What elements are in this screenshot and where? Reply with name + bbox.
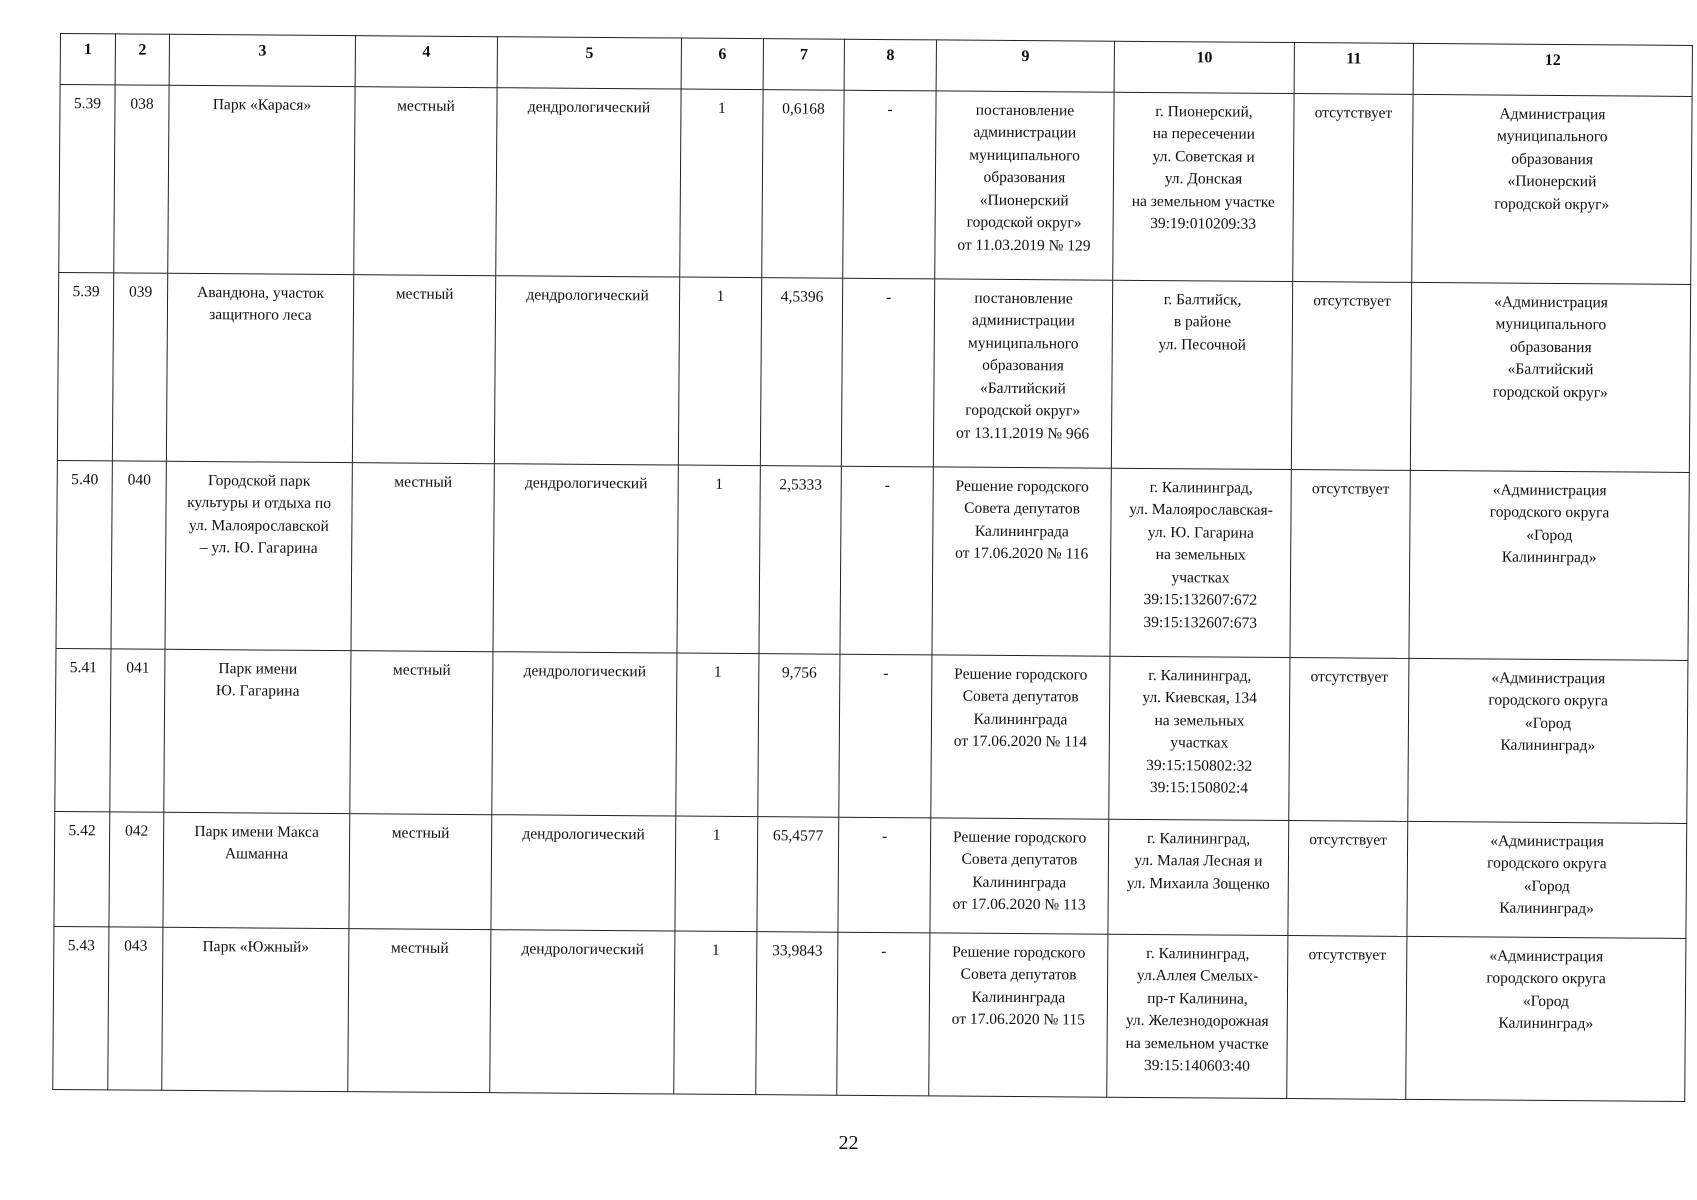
cell-significance: местный [352, 275, 495, 464]
column-header-8: 8 [844, 39, 936, 91]
table-row [57, 272, 1690, 472]
registry-table [52, 33, 1693, 1102]
cell-col8: - [840, 466, 933, 655]
cell-document: Решение городского Совета депутатов Калининграда от 17.06.2020 № 115 [929, 933, 1108, 1097]
column-header-7: 7 [763, 39, 844, 91]
column-header-4: 4 [355, 36, 497, 88]
table-row [54, 811, 1687, 938]
cell-profile: дендрологический [496, 88, 681, 277]
cell-profile: дендрологический [494, 276, 679, 465]
cell-area: 2,5333 [759, 466, 841, 655]
cell-document: Решение городского Совета депутатов Калининграда от 17.06.2020 № 116 [932, 467, 1111, 656]
column-header-2: 2 [115, 34, 169, 85]
cell-area: 0,6168 [762, 90, 844, 279]
cell-name: Авандюна, участок защитного леса [166, 273, 353, 462]
cell-significance: местный [348, 929, 491, 1093]
cell-document: постановление администрации муниципального образования «Балтийский городской округ» от 13.11.2019 № 966 [933, 279, 1112, 468]
registry-sheet [52, 33, 1692, 1102]
cell-area: 4,5396 [760, 278, 842, 467]
cell-col6: 1 [677, 465, 760, 654]
cell-col8: - [841, 278, 934, 467]
cell-significance: местный [349, 814, 492, 930]
cell-col11: отсутствует [1290, 470, 1410, 659]
cell-authority: «Администрация городского округа «Город Калининград» [1409, 470, 1689, 660]
cell-col8: - [838, 817, 931, 933]
cell-profile: дендрологический [493, 464, 678, 653]
cell-area: 9,756 [758, 654, 840, 818]
cell-authority: «Администрация городского округа «Город Калининград» [1407, 821, 1687, 938]
cell-item-number: 5.43 [53, 926, 109, 1089]
cell-location: г. Калининград, ул. Малая Лесная и ул. Михаила Зощенко [1108, 819, 1289, 935]
cell-authority: «Администрация городского округа «Город Калининград» [1406, 936, 1686, 1101]
column-header-11: 11 [1294, 43, 1413, 95]
cell-significance: местный [354, 87, 497, 276]
cell-document: постановление администрации муниципального образования «Пионерский городской округ» от 11.03.2019 № 129 [935, 91, 1114, 280]
cell-location: г. Калининград, ул. Малоярославская- ул. Ю. Гагарина на земельных участках 39:15:132607:672 39:15:132607:673 [1110, 468, 1291, 657]
cell-code: 040 [111, 461, 166, 649]
cell-col11: отсутствует [1288, 821, 1408, 937]
cell-location: г. Калининград, ул.Аллея Смелых- пр-т Калинина, ул. Железнодорожная на земельном участке 39:15:140603:40 [1107, 934, 1288, 1098]
cell-item-number: 5.40 [56, 460, 112, 648]
cell-code: 038 [114, 85, 169, 273]
cell-name: Парк «Южный» [162, 927, 349, 1091]
cell-location: г. Калининград, ул. Киевская, 134 на земельных участках 39:15:150802:32 39:15:150802:4 [1109, 656, 1290, 820]
cell-code: 043 [108, 927, 163, 1090]
column-header-5: 5 [497, 37, 681, 89]
column-header-1: 1 [60, 34, 115, 85]
cell-significance: местный [350, 651, 493, 815]
cell-name: Парк имени Макса Ашманна [163, 812, 350, 928]
cell-area: 65,4577 [757, 817, 839, 933]
cell-item-number: 5.41 [55, 648, 111, 811]
cell-col8: - [837, 932, 930, 1096]
cell-col11: отсутствует [1293, 94, 1413, 283]
column-header-6: 6 [681, 38, 763, 90]
cell-col6: 1 [674, 931, 757, 1095]
table-row [56, 460, 1689, 660]
page-number: 22 [838, 1132, 859, 1154]
cell-significance: местный [351, 463, 494, 652]
cell-profile: дендрологический [490, 930, 675, 1094]
cell-document: Решение городского Совета депутатов Калининграда от 17.06.2020 № 113 [930, 818, 1109, 934]
column-header-10: 10 [1114, 41, 1294, 93]
cell-col6: 1 [680, 89, 763, 278]
cell-authority: «Администрация муниципального образования «Балтийский городской округ» [1410, 282, 1690, 472]
cell-col11: отсутствует [1291, 282, 1411, 471]
cell-col8: - [839, 654, 932, 818]
cell-authority: Администрация муниципального образования «Пионерский городской округ» [1412, 94, 1692, 284]
column-header-12: 12 [1413, 43, 1692, 96]
cell-profile: дендрологический [491, 815, 676, 931]
column-header-9: 9 [936, 40, 1114, 92]
cell-code: 041 [110, 649, 165, 812]
cell-area: 33,9843 [756, 932, 838, 1096]
cell-item-number: 5.42 [54, 811, 110, 926]
cell-name: Городской парк культуры и отдыха по ул. Малоярославской – ул. Ю. Гагарина [165, 461, 352, 650]
cell-code: 039 [112, 273, 167, 461]
cell-document: Решение городского Совета депутатов Калининграда от 17.06.2020 № 114 [931, 655, 1110, 819]
cell-item-number: 5.39 [57, 272, 113, 460]
cell-profile: дендрологический [492, 652, 677, 816]
cell-col8: - [843, 90, 936, 279]
cell-col6: 1 [675, 816, 758, 932]
cell-col11: отсутствует [1289, 658, 1409, 822]
cell-location: г. Пионерский, на пересечении ул. Советская и ул. Донская на земельном участке 39:19:010209:33 [1113, 92, 1294, 281]
column-header-3: 3 [169, 34, 355, 86]
cell-col11: отсутствует [1287, 936, 1407, 1100]
table-row [59, 85, 1692, 285]
cell-authority: «Администрация городского округа «Город Калининград» [1408, 658, 1688, 823]
cell-col6: 1 [678, 277, 761, 466]
table-row [53, 926, 1686, 1101]
cell-col6: 1 [676, 653, 759, 817]
cell-item-number: 5.39 [59, 85, 115, 273]
cell-name: Парк «Карася» [168, 85, 355, 274]
table-row [55, 648, 1688, 823]
cell-code: 042 [109, 812, 164, 927]
cell-name: Парк имени Ю. Гагарина [164, 649, 351, 813]
cell-location: г. Балтийск, в районе ул. Песочной [1111, 280, 1292, 469]
